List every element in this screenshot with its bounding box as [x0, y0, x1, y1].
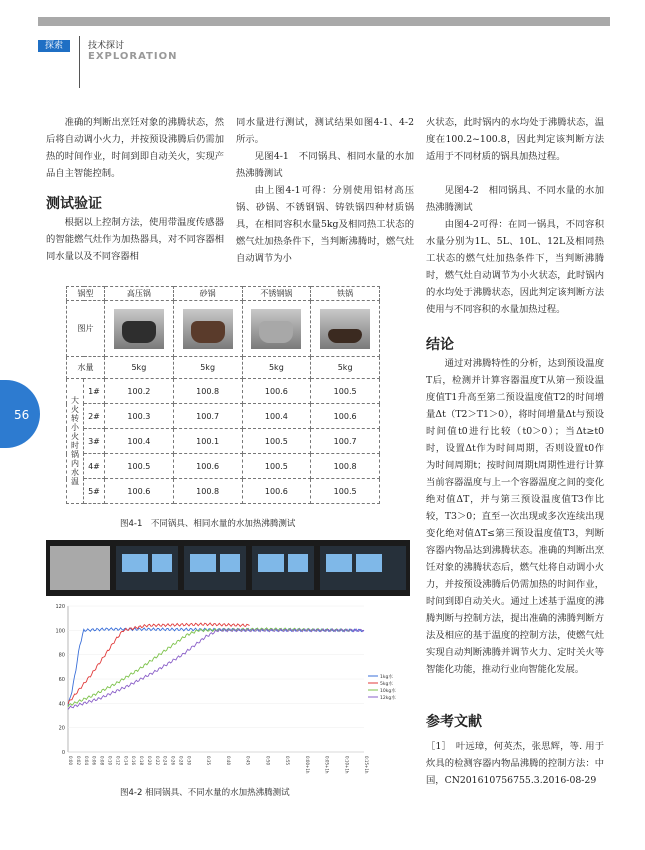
boiling-curve-chart	[46, 600, 410, 786]
header-picture: 图片	[67, 301, 105, 357]
x-tick-label: 0:40	[225, 756, 231, 765]
x-tick-label: 0:26	[170, 756, 176, 765]
table-cell: 100.6	[311, 404, 380, 429]
table-cell: 100.6	[242, 379, 311, 404]
table-cell: 100.5	[311, 379, 380, 404]
header-water: 水量	[67, 357, 105, 379]
x-tick-label: 0:05+1h	[324, 756, 330, 774]
col3-figref-2: 见图4-2 相同锅具、不同水量的水加热沸腾测试	[426, 185, 604, 213]
cooktop-photo-strip	[46, 540, 410, 596]
table-cell: 100.6	[105, 479, 174, 504]
table-cell: 100.8	[173, 479, 242, 504]
table-cell: 100.7	[173, 404, 242, 429]
header-bar	[38, 17, 610, 26]
x-tick-label: 0:10+1h	[344, 756, 350, 774]
display-photo	[320, 546, 406, 590]
display-photo	[252, 546, 314, 590]
col3-paragraph-2: 由图4-2可得：在同一锅具，不同容积水量分别为1L、5L、10L、12L及相同热工状态的燃气灶加热条件下，当判断沸腾时，燃气灶自动调节为小火状态，此时锅内的水均处于沸腾状态，因此判定该判断方法使用与不同容积的水量加热过程。	[426, 219, 604, 315]
y-tick-label: 80	[58, 652, 65, 659]
water-amount: 5kg	[242, 357, 311, 379]
row-id: 5#	[84, 479, 105, 504]
y-tick-label: 120	[55, 604, 65, 610]
table-cell: 100.6	[242, 479, 311, 504]
pressure-cooker-photo	[114, 309, 164, 349]
x-tick-label: 0:28	[178, 756, 184, 765]
row-id: 1#	[84, 379, 105, 404]
pot-photo	[50, 546, 110, 590]
y-tick-label: 40	[58, 701, 65, 708]
y-tick-label: 0	[61, 750, 65, 756]
table-cell: 100.4	[242, 404, 311, 429]
series-line	[68, 628, 364, 706]
water-amount: 5kg	[173, 357, 242, 379]
table-cell: 100.2	[105, 379, 174, 404]
row-id: 2#	[84, 404, 105, 429]
column-title-cn: 技术探讨	[88, 41, 125, 51]
table-cell: 100.6	[173, 454, 242, 479]
header-pot-type: 锅型	[67, 287, 105, 301]
water-amount: 5kg	[311, 357, 380, 379]
figure-4-1-caption: 图4-1 不同锅具、相同水量的水加热沸腾测试	[120, 519, 296, 529]
table-cell: 100.5	[242, 454, 311, 479]
y-tick-label: 60	[58, 677, 65, 683]
x-tick-label: 0:10	[107, 756, 113, 765]
table-cell: 100.5	[105, 454, 174, 479]
x-tick-label: 0:55	[285, 756, 291, 765]
test-paragraph: 根据以上控制方法，使用带温度传感器的智能燃气灶作为加热器具，对不同容器相同水量以及不同容器相	[46, 217, 224, 262]
col2-paragraph-2: 由上图4-1可得：分别使用铝材高压锅、砂锅、不锈钢锅、铸铁锅四种材质锅具，在相同容积水量5kg及相同热工状态的燃气灶加热条件下，当判断沸腾时，燃气灶自动调节为小	[236, 185, 414, 264]
table-cell: 100.1	[173, 429, 242, 454]
table-cell: 100.7	[311, 429, 380, 454]
iron-wok-photo	[320, 309, 370, 349]
steel-pot-photo	[251, 309, 301, 349]
x-tick-label: 0:00	[68, 756, 73, 765]
series-line	[68, 629, 364, 710]
table-cell: 100.5	[242, 429, 311, 454]
x-tick-label: 0:06	[91, 756, 97, 765]
water-amount: 5kg	[105, 357, 174, 379]
x-tick-label: 0:20	[146, 756, 152, 765]
table-cell: 100.8	[311, 454, 380, 479]
row-id: 3#	[84, 429, 105, 454]
col2-paragraph-1: 同水量进行测试，测试结果如图4-1、4-2所示。	[236, 117, 414, 145]
side-label: 大火转小火时锅内水温	[67, 379, 84, 504]
page-number: 56	[14, 408, 30, 422]
table-cell: 100.3	[105, 404, 174, 429]
x-tick-label: 0:30	[186, 756, 192, 765]
column-title-en: EXPLORATION	[88, 51, 178, 62]
conclusion-paragraph: 通过对沸腾特性的分析，达到预设温度T后，检测并计算容器温度T从第一预设温度值T1升高至第二预设温度值T2的时间增量Δt（T2＞T1＞0），将时间增量Δt与预设时间值t0进行比较（t0＞0）；当Δt≥t0时，设置Δt作为时间周期，否则设置t0作为时间周期t；按时间周期t周期性进行计算当前容器温度与上一个容器温度之间的变化绝对值ΔT，并与第三预设温度值T3作比较，T3＞0；直至一次出现或多次连续出现变化绝对值ΔT≤第三预设温度值T3，判断容器内物品达到沸腾状态。准确的判断出烹饪对象的沸腾状态后，燃气灶将自动调小火力，并按预设沸腾后仍需加热的时间作业，时间到即自动关火。通过上述基于温度的沸腾判断与控制方法，提出准确的沸腾判断方法及相应的基于温度的控制方法，使燃气灶实现自动判断沸腾并调节火力、定时关火等智能化功能，推动行业向智能化发展。	[426, 358, 604, 675]
x-tick-label: 0:35	[206, 756, 212, 765]
x-tick-label: 0:24	[162, 756, 168, 765]
pot-name: 铁锅	[311, 287, 380, 301]
x-tick-label: 0:12	[115, 756, 121, 765]
table-cell: 100.5	[311, 479, 380, 504]
x-tick-label: 0:00+1h	[304, 756, 310, 774]
x-tick-label: 0:08	[99, 756, 105, 765]
results-table	[66, 286, 380, 504]
x-tick-label: 0:22	[154, 756, 160, 765]
legend-label: 5kg水	[380, 682, 393, 687]
section-heading-conclusion: 结论	[426, 337, 454, 353]
x-tick-label: 0:04	[83, 756, 89, 765]
x-tick-label: 0:18	[139, 756, 145, 765]
intro-paragraph: 准确的判断出烹饪对象的沸腾状态，然后将自动调小火力，并按预设沸腾后仍需加热的时间作业，时间到即自动关火，实现产品自主智能控制。	[46, 117, 224, 179]
y-tick-label: 20	[58, 725, 65, 732]
col2-figref-1: 见图4-1 不同锅具、相同水量的水加热沸腾测试	[236, 151, 414, 179]
x-tick-label: 0:15+1h	[364, 756, 369, 774]
table-cell: 100.8	[173, 379, 242, 404]
section-heading-test: 测试验证	[46, 196, 102, 212]
col3-paragraph-1: 火状态，此时锅内的水均处于沸腾状态，温度在100.2~100.8，因此判定该判断方法适用于不同材质的锅具加热过程。	[426, 117, 604, 162]
x-tick-label: 0:45	[245, 756, 251, 765]
section-heading-references: 参考文献	[426, 714, 482, 730]
figure-4-2-caption: 图4-2 相同锅具、不同水量的水加热沸腾测试	[120, 788, 290, 798]
legend-label: 10kg水	[380, 689, 396, 694]
series-line	[68, 623, 250, 704]
legend-label: 12kg水	[380, 696, 396, 701]
pot-name: 砂锅	[173, 287, 242, 301]
header-divider	[79, 36, 80, 88]
section-tag: 探索	[38, 40, 70, 52]
y-tick-label: 100	[55, 628, 65, 635]
x-tick-label: 0:02	[75, 756, 81, 765]
table-cell: 100.4	[105, 429, 174, 454]
legend-label: 1kg水	[380, 675, 393, 680]
clay-pot-photo	[183, 309, 233, 349]
x-tick-label: 0:16	[131, 756, 137, 765]
display-photo	[184, 546, 246, 590]
row-id: 4#	[84, 454, 105, 479]
display-photo	[116, 546, 178, 590]
pot-name: 不锈钢锅	[242, 287, 311, 301]
x-tick-label: 0:14	[123, 756, 129, 765]
pot-name: 高压锅	[105, 287, 174, 301]
reference-1: ［1］ 叶远璋，何英杰，张思辉，等. 用于炊具的检测容器内物品沸腾的控制方法：中国，CN201610756755.3.2016-08-29	[426, 741, 604, 786]
x-tick-label: 0:50	[265, 756, 271, 765]
